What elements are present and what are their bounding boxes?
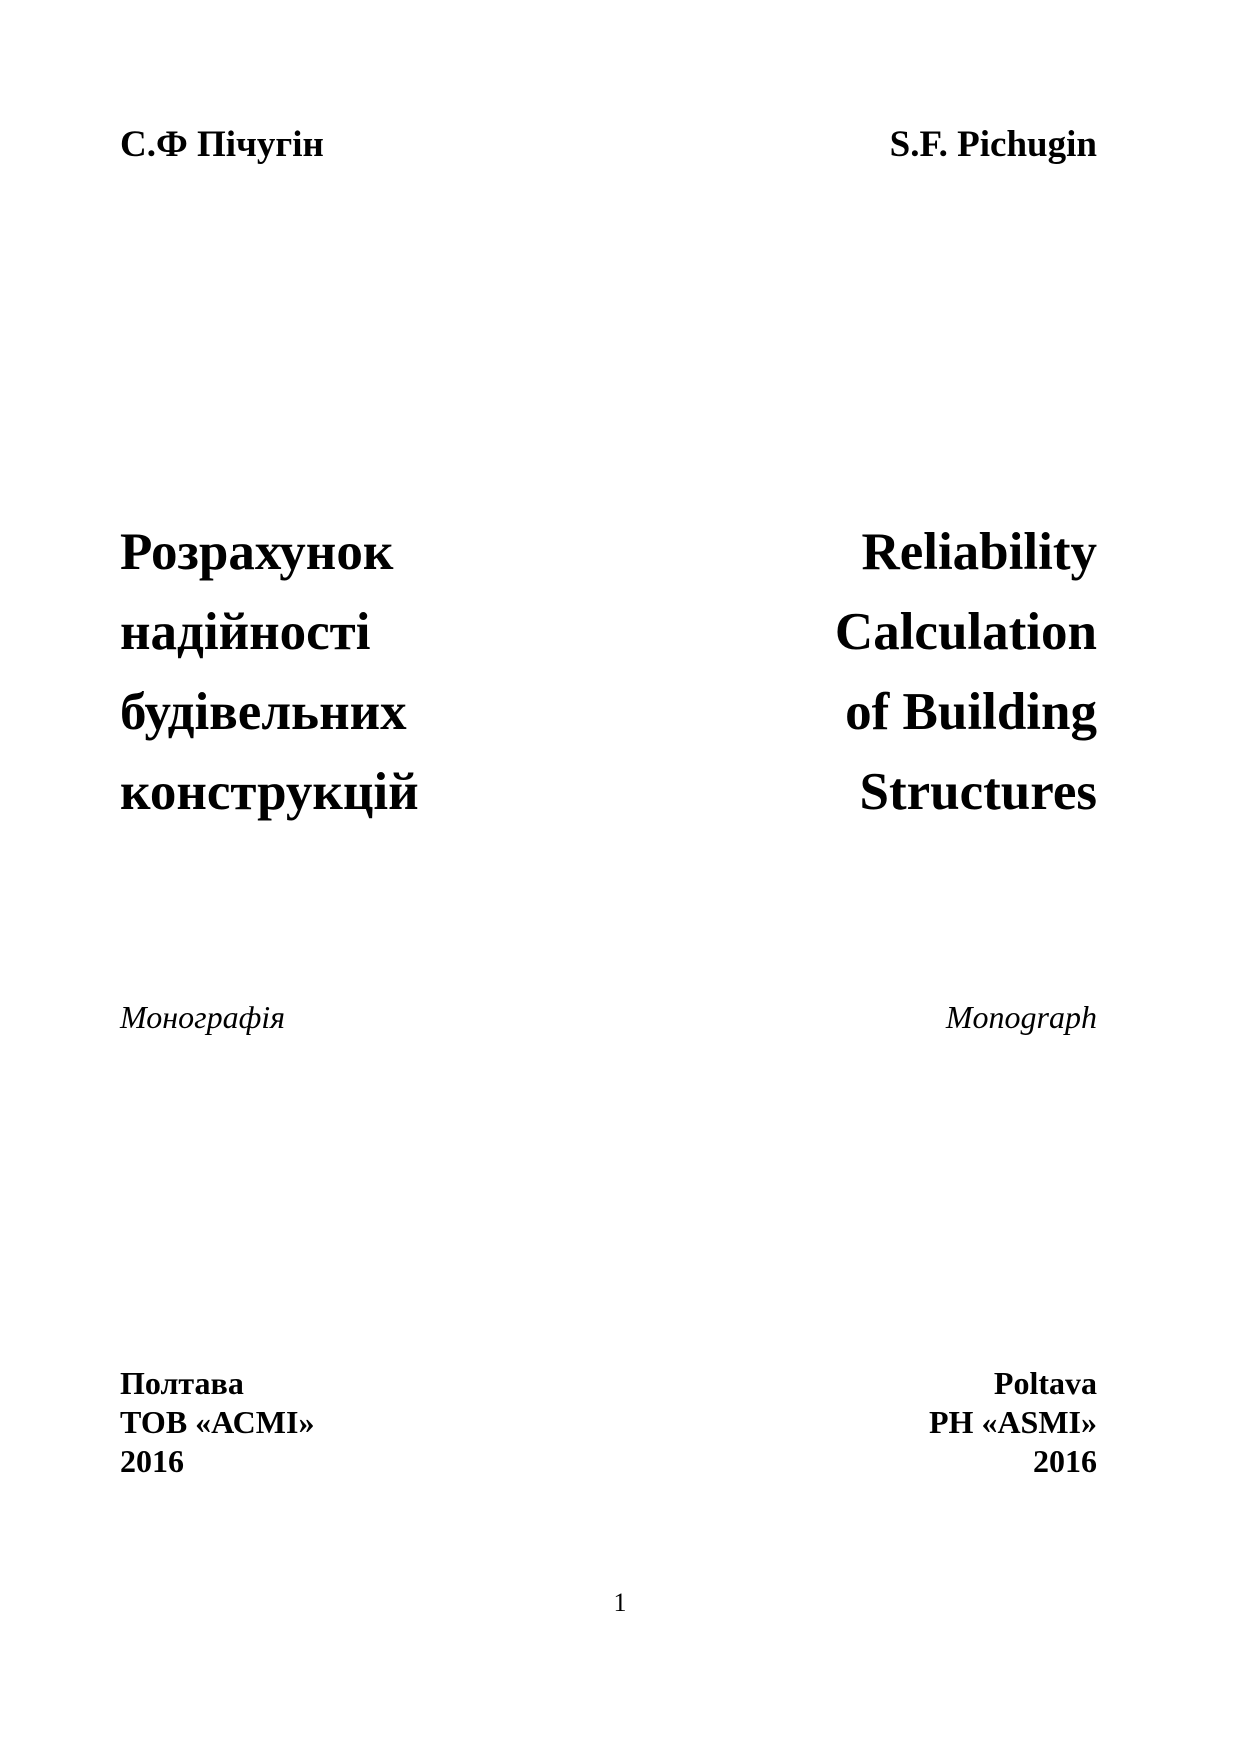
- imprint-year: 2016: [1033, 1443, 1097, 1479]
- imprint-publisher: ТОВ «АСМІ»: [120, 1404, 315, 1440]
- title-line: будівельних: [120, 683, 407, 741]
- genre-english: Monograph: [945, 999, 1097, 1035]
- imprint-ukrainian: [120, 1364, 314, 1481]
- imprint-english: [929, 1364, 1097, 1481]
- title-english: [835, 512, 1097, 832]
- title-line: Reliability: [861, 523, 1097, 581]
- imprint-publisher: PH «ASMI»: [929, 1404, 1097, 1440]
- title-line: Розрахунок: [120, 523, 394, 581]
- title-line: of Building: [845, 683, 1097, 741]
- imprint-year: 2016: [120, 1443, 184, 1479]
- title-line: Structures: [859, 763, 1097, 821]
- title-line: надійності: [120, 603, 371, 661]
- genre-ukrainian: Монографія: [120, 999, 286, 1035]
- author-ukrainian: С.Ф Пічугін: [120, 124, 324, 165]
- title-ukrainian: [120, 512, 419, 832]
- imprint-city: Poltava: [993, 1365, 1097, 1401]
- author-english: S.F. Pichugin: [889, 124, 1097, 165]
- title-line: конструкцій: [120, 763, 419, 821]
- page-number: 1: [613, 1588, 627, 1617]
- title-line: Calculation: [834, 603, 1097, 661]
- imprint-city: Полтава: [120, 1365, 244, 1401]
